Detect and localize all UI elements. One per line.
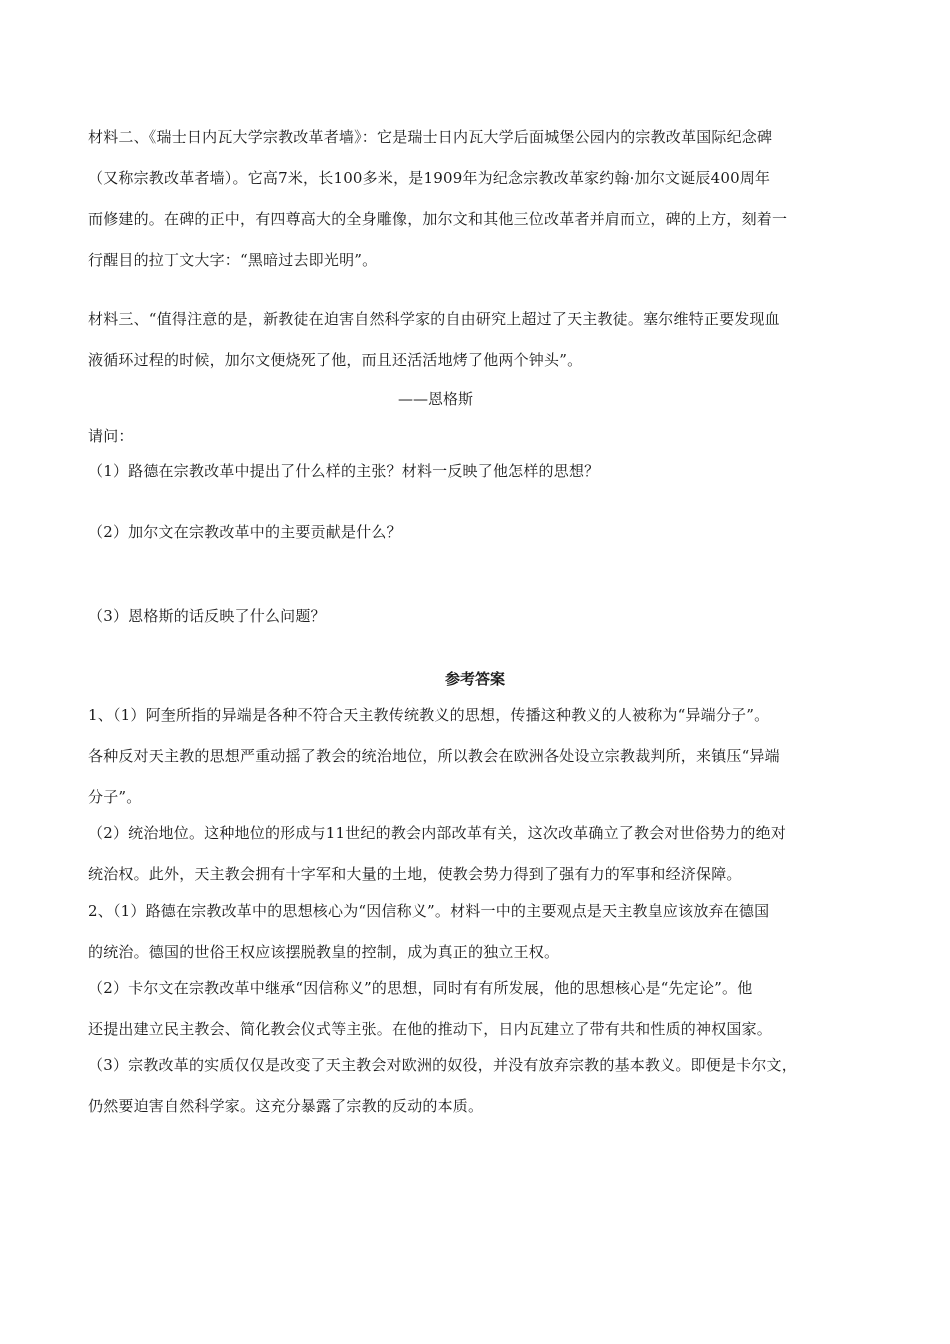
answer-1-2-line-1: （2）统治地位。这种地位的形成与11世纪的教会内部改革有关，这次改革确立了教会对世俗势力的绝对 — [88, 824, 787, 842]
questions-prompt: 请问： — [88, 427, 134, 445]
answer-1-1-line-3: 分子”。 — [88, 788, 142, 806]
material3-line-2: 液循环过程的时候，加尔文便烧死了他，而且还活活地烤了他两个钟头”。 — [88, 351, 583, 369]
answer-1-1-line-1: 1、（1）阿奎所指的异端是各种不符合天主教传统教义的思想，传播这种教义的人被称为“异端分子”。 — [88, 706, 770, 724]
answer-2-3-line-1: （3）宗教改革的实质仅仅是改变了天主教会对欧洲的奴役，并没有放弃宗教的基本教义。即便是卡尔文， — [88, 1056, 797, 1074]
answer-2-3-line-2: 仍然要迫害自然科学家。这充分暴露了宗教的反动的本质。 — [88, 1097, 484, 1115]
material2-line-4: 行醒目的拉丁文大字：“黑暗过去即光明”。 — [88, 251, 378, 269]
question-2: （2）加尔文在宗教改革中的主要贡献是什么？ — [88, 523, 402, 541]
answer-1-2-line-2: 统治权。此外，天主教会拥有十字军和大量的土地，使教会势力得到了强有力的军事和经济保障。 — [88, 865, 742, 883]
answer-2-2-line-1: （2）卡尔文在宗教改革中继承“因信称义”的思想，同时有有所发展，他的思想核心是“先定论”。他 — [88, 979, 753, 997]
answer-2-2-line-2: 还提出建立民主教会、简化教会仪式等主张。在他的推动下，日内瓦建立了带有共和性质的神权国家。 — [88, 1020, 773, 1038]
answer-2-1-line-2: 的统治。德国的世俗王权应该摆脱教皇的控制，成为真正的独立王权。 — [88, 943, 560, 961]
material2-line-1: 材料二、《瑞士日内瓦大学宗教改革者墙》：它是瑞士日内瓦大学后面城堡公园内的宗教改革国际纪念碑 — [88, 128, 773, 146]
answers-heading: 参考答案 — [444, 670, 505, 688]
material2-line-3: 而修建的。在碑的正中，有四尊高大的全身雕像，加尔文和其他三位改革者并肩而立，碑的上方，刻着一 — [88, 210, 788, 228]
answer-1-1-line-2: 各种反对天主教的思想严重动摇了教会的统治地位，所以教会在欧洲各处设立宗教裁判所，来镇压“异端 — [88, 747, 780, 765]
material2-line-2: （又称宗教改革者墙）。它高7米，长100多米，是1909年为纪念宗教改革家约翰·加尔文诞辰400周年 — [88, 169, 771, 187]
material3-attribution: ——恩格斯 — [398, 390, 474, 408]
question-1: （1）路德在宗教改革中提出了什么样的主张？材料一反映了他怎样的思想？ — [88, 462, 600, 480]
answer-2-1-line-1: 2、（1）路德在宗教改革中的思想核心为“因信称义”。材料一中的主要观点是天主教皇应该放弃在德国 — [88, 902, 770, 920]
question-3: （3）恩格斯的话反映了什么问题？ — [88, 607, 326, 625]
material3-line-1: 材料三、“值得注意的是，新教徒在迫害自然科学家的自由研究上超过了天主教徒。塞尔维特正要发现血 — [88, 310, 780, 328]
